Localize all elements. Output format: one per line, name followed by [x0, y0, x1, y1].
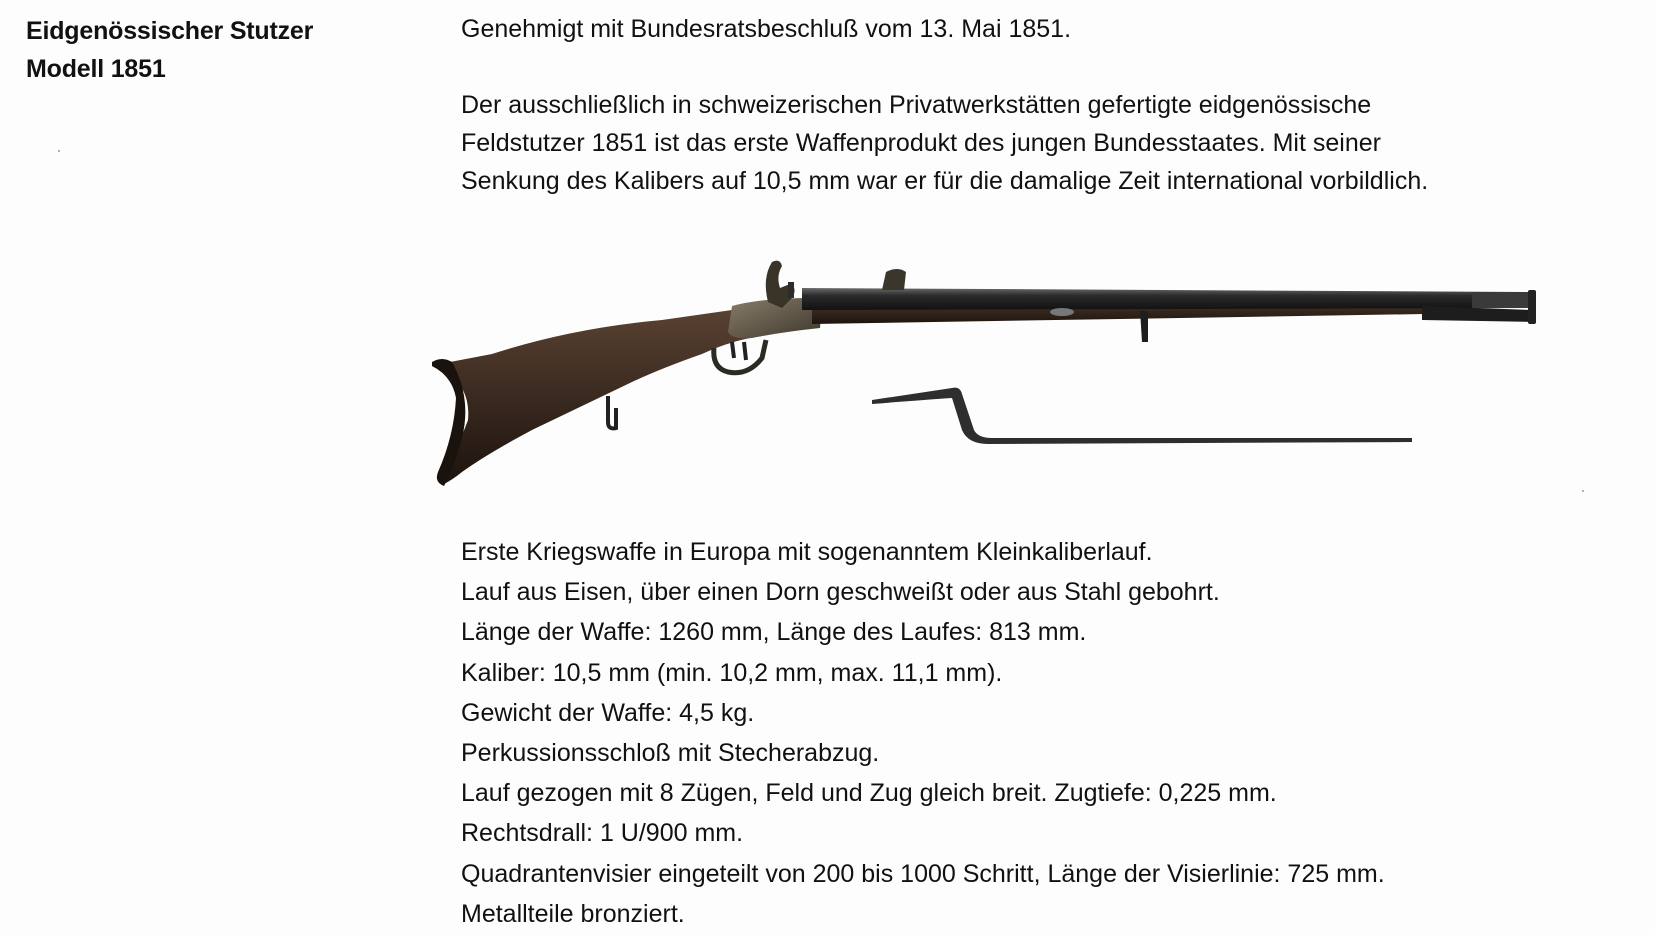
description-line: Senkung des Kalibers auf 10,5 mm war er für die damalige Zeit international vorbildlich.: [461, 167, 1429, 195]
paper-speck: [1582, 490, 1584, 492]
specifications-list: [461, 532, 1385, 934]
escutcheon: [1050, 308, 1074, 316]
intro-text: [461, 10, 1428, 200]
sling-swivel: [608, 396, 616, 428]
spec-line: Quadrantenvisier eingeteilt von 200 bis 1000 Schritt, Länge der Visierlinie: 725 mm.: [461, 859, 1385, 888]
heading-line-1: Eidgenössischer Stutzer: [26, 17, 314, 45]
spec-line: Kaliber: 10,5 mm (min. 10,2 mm, max. 11,1 mm).: [461, 658, 1003, 687]
rifle-stock: [432, 308, 762, 484]
spec-line: Metallteile bronziert.: [461, 899, 685, 928]
rifle-and-bayonet-illustration: [432, 258, 1640, 520]
spec-line: Gewicht der Waffe: 4,5 kg.: [461, 698, 755, 727]
spec-line: Lauf gezogen mit 8 Zügen, Feld und Zug gleich breit. Zugtiefe: 0,225 mm.: [461, 779, 1277, 808]
description-line: Der ausschließlich in schweizerischen Privatwerkstätten gefertigte eidgenössische: [461, 91, 1372, 119]
muzzle: [1472, 292, 1534, 308]
description-line: Feldstutzer 1851 ist das erste Waffenprodukt des jungen Bundesstaates. Mit seiner: [461, 129, 1381, 157]
barrel-band: [1140, 310, 1148, 342]
heading-line-2: Modell 1851: [26, 55, 166, 83]
percussion-nipple: [788, 282, 794, 298]
rear-sight: [882, 269, 906, 290]
paragraph-gap: [461, 48, 1428, 86]
spec-line: Rechtsdrall: 1 U/900 mm.: [461, 819, 744, 848]
set-triggers: [732, 342, 746, 360]
spec-line: Erste Kriegswaffe in Europa mit sogenanntem Kleinkaliberlauf.: [461, 538, 1153, 566]
spec-line: Länge der Waffe: 1260 mm, Länge des Laufes: 813 mm.: [461, 618, 1087, 647]
bayonet: [872, 388, 1412, 444]
spec-line: Lauf aus Eisen, über einen Dorn geschweißt oder aus Stahl gebohrt.: [461, 578, 1220, 607]
muzzle-ring: [1528, 290, 1536, 324]
rifle-photo: [432, 258, 1640, 520]
paper-speck: [58, 150, 60, 152]
ramrod: [1422, 306, 1536, 322]
heading: [26, 12, 313, 88]
spec-line: Perkussionsschloß mit Stecherabzug.: [461, 739, 880, 768]
approval-note: Genehmigt mit Bundesratsbeschluß vom 13. Mai 1851.: [461, 15, 1072, 43]
